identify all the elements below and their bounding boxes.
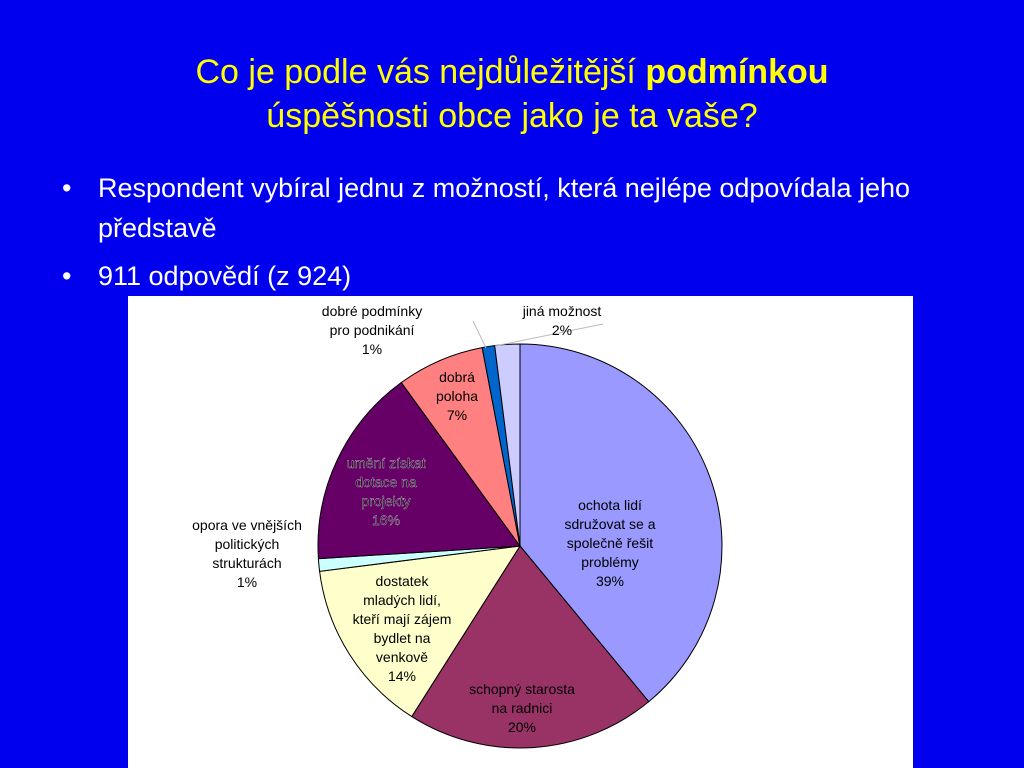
- bullet-list: [62, 168, 942, 304]
- title-bold-word: podmínkou: [645, 53, 829, 91]
- chart-area: [128, 296, 913, 768]
- bullet-text: Respondent vybíral jednu z možností, která nejlépe odpovídala jeho představě: [98, 173, 911, 243]
- slice-label: dostatek mladých lidí, kteří mají zájem bydlet na venkově 14%: [352, 573, 452, 684]
- bullet-icon: •: [62, 173, 72, 203]
- leader-line: [473, 321, 486, 348]
- slice-label: schopný starosta na radnici 20%: [469, 681, 575, 735]
- title-text: Co je podle vás nejdůležitější: [195, 53, 646, 91]
- leader-line: [495, 324, 603, 346]
- slice-label: ochota lidí sdružovat se a společně řešit problémy 39%: [564, 497, 656, 589]
- slice-label: jiná možnost 2%: [522, 303, 602, 338]
- slice-label: dobrá poloha 7%: [435, 369, 479, 423]
- bullet-item: [62, 256, 942, 296]
- slide-title: [0, 50, 1024, 138]
- pie-chart: [128, 296, 913, 768]
- slice-label: umění získat dotace na projekty 16%: [346, 455, 426, 528]
- title-line-2: úspěšnosti obce jako je ta vaše?: [266, 97, 758, 135]
- bullet-item: [62, 168, 942, 248]
- title-line-1: [0, 50, 1024, 94]
- slice-label: opora ve vnějších politických strukturách 1%: [192, 517, 302, 590]
- slice-label: dobré podmínky pro podnikání 1%: [321, 303, 423, 357]
- bullet-icon: •: [62, 261, 72, 291]
- bullet-text: 911 odpovědí (z 924): [98, 261, 352, 291]
